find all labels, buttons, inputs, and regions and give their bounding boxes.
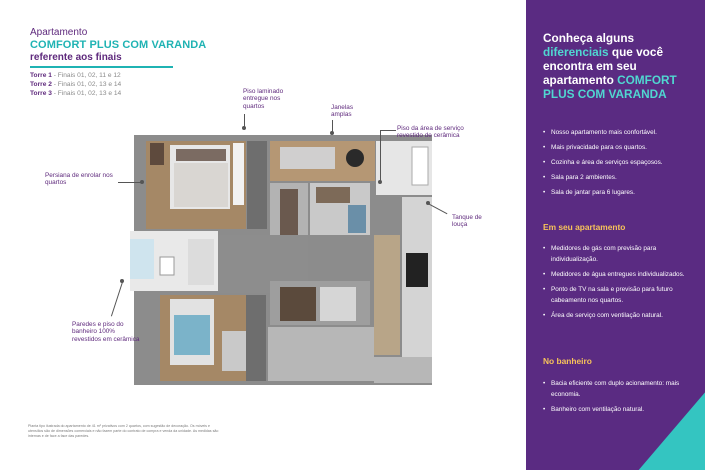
bathroom-list <box>543 378 701 419</box>
list-item: • Medidores de gás com previsão para individualização. <box>543 243 701 265</box>
list-item: • Área de serviço com ventilação natural. <box>543 310 701 321</box>
callout-dot <box>120 279 124 283</box>
callout-paredes: Paredes e piso do banheiro 100% revestidos em cerâmica <box>72 321 140 343</box>
callout-piso-servico: Piso da área de serviço revestido de cerâmica <box>397 125 464 140</box>
list-item: • Sala para 2 ambientes. <box>543 172 701 183</box>
callout-dot <box>426 201 430 205</box>
callout-piso-laminado: Piso laminado entregue nos quartos <box>243 88 284 110</box>
list-item: • Nosso apartamento mais confortável. <box>543 127 701 138</box>
list-item: • Ponto de TV na sala e previsão para futuro cabeamento nos quartos. <box>543 284 701 306</box>
tower-line: Torre 3 - Finais 01, 02, 13 e 14 <box>30 90 122 97</box>
heading-product: COMFORT PLUS COM VARANDA <box>543 73 677 101</box>
callout-janelas: Janelas amplas <box>331 104 354 119</box>
callout-leader <box>380 130 396 131</box>
callout-leader <box>118 182 142 183</box>
callout-leader <box>380 130 381 182</box>
apartment-list <box>543 243 701 325</box>
callout-tanque: Tanque de louça <box>452 214 482 229</box>
tower-line: Torre 2 - Finais 01, 02, 13 e 14 <box>30 81 122 88</box>
callout-dot <box>378 180 382 184</box>
callout-dot <box>242 126 246 130</box>
list-item: • Sala de jantar para 6 lugares. <box>543 187 701 198</box>
footnote: Planta tipo ilustrada do apartamento de 41 m² privativos com 2 quartos, com sugestão de decoração. Os móveis e utensílios são de dimensões comerciais e não fazem parte do contrato de compra e venda da unidade. As medidas são internas e de face a face das paredes. <box>28 424 219 438</box>
header-subtitle: referente aos finais <box>30 52 122 63</box>
header-rule <box>30 66 173 68</box>
callout-dot <box>330 131 334 135</box>
header-kicker: Apartamento <box>30 27 88 38</box>
list-item: • Bacia eficiente com duplo acionamento: mais economia. <box>543 378 701 400</box>
towers-list <box>30 71 121 98</box>
list-item: • Cozinha e área de serviços espaçosos. <box>543 157 701 168</box>
tower-line: Torre 1 - Finais 01, 02, 11 e 12 <box>30 72 121 79</box>
header-title: COMFORT PLUS COM VARANDA <box>30 39 207 51</box>
panel-heading: Conheça alguns diferenciais que você encontra em seu apartamento COMFORT PLUS COM VARANDA <box>543 31 677 101</box>
floor-plan <box>130 135 435 388</box>
callout-dot <box>140 180 144 184</box>
features-list <box>543 127 701 202</box>
section-title-bathroom: No banheiro <box>543 356 592 366</box>
list-item: • Mais privacidade para os quartos. <box>543 142 701 153</box>
callout-persiana: Persiana de enrolar nos quartos <box>45 172 113 187</box>
list-item: • Banheiro com ventilação natural. <box>543 404 701 415</box>
heading-highlight: diferenciais <box>543 45 609 59</box>
list-item: • Medidores de água entregues individualizados. <box>543 269 701 280</box>
features-panel <box>526 0 705 470</box>
callout-leader <box>111 282 123 317</box>
section-title-apartment: Em seu apartamento <box>543 222 626 232</box>
plan-header <box>30 27 210 64</box>
